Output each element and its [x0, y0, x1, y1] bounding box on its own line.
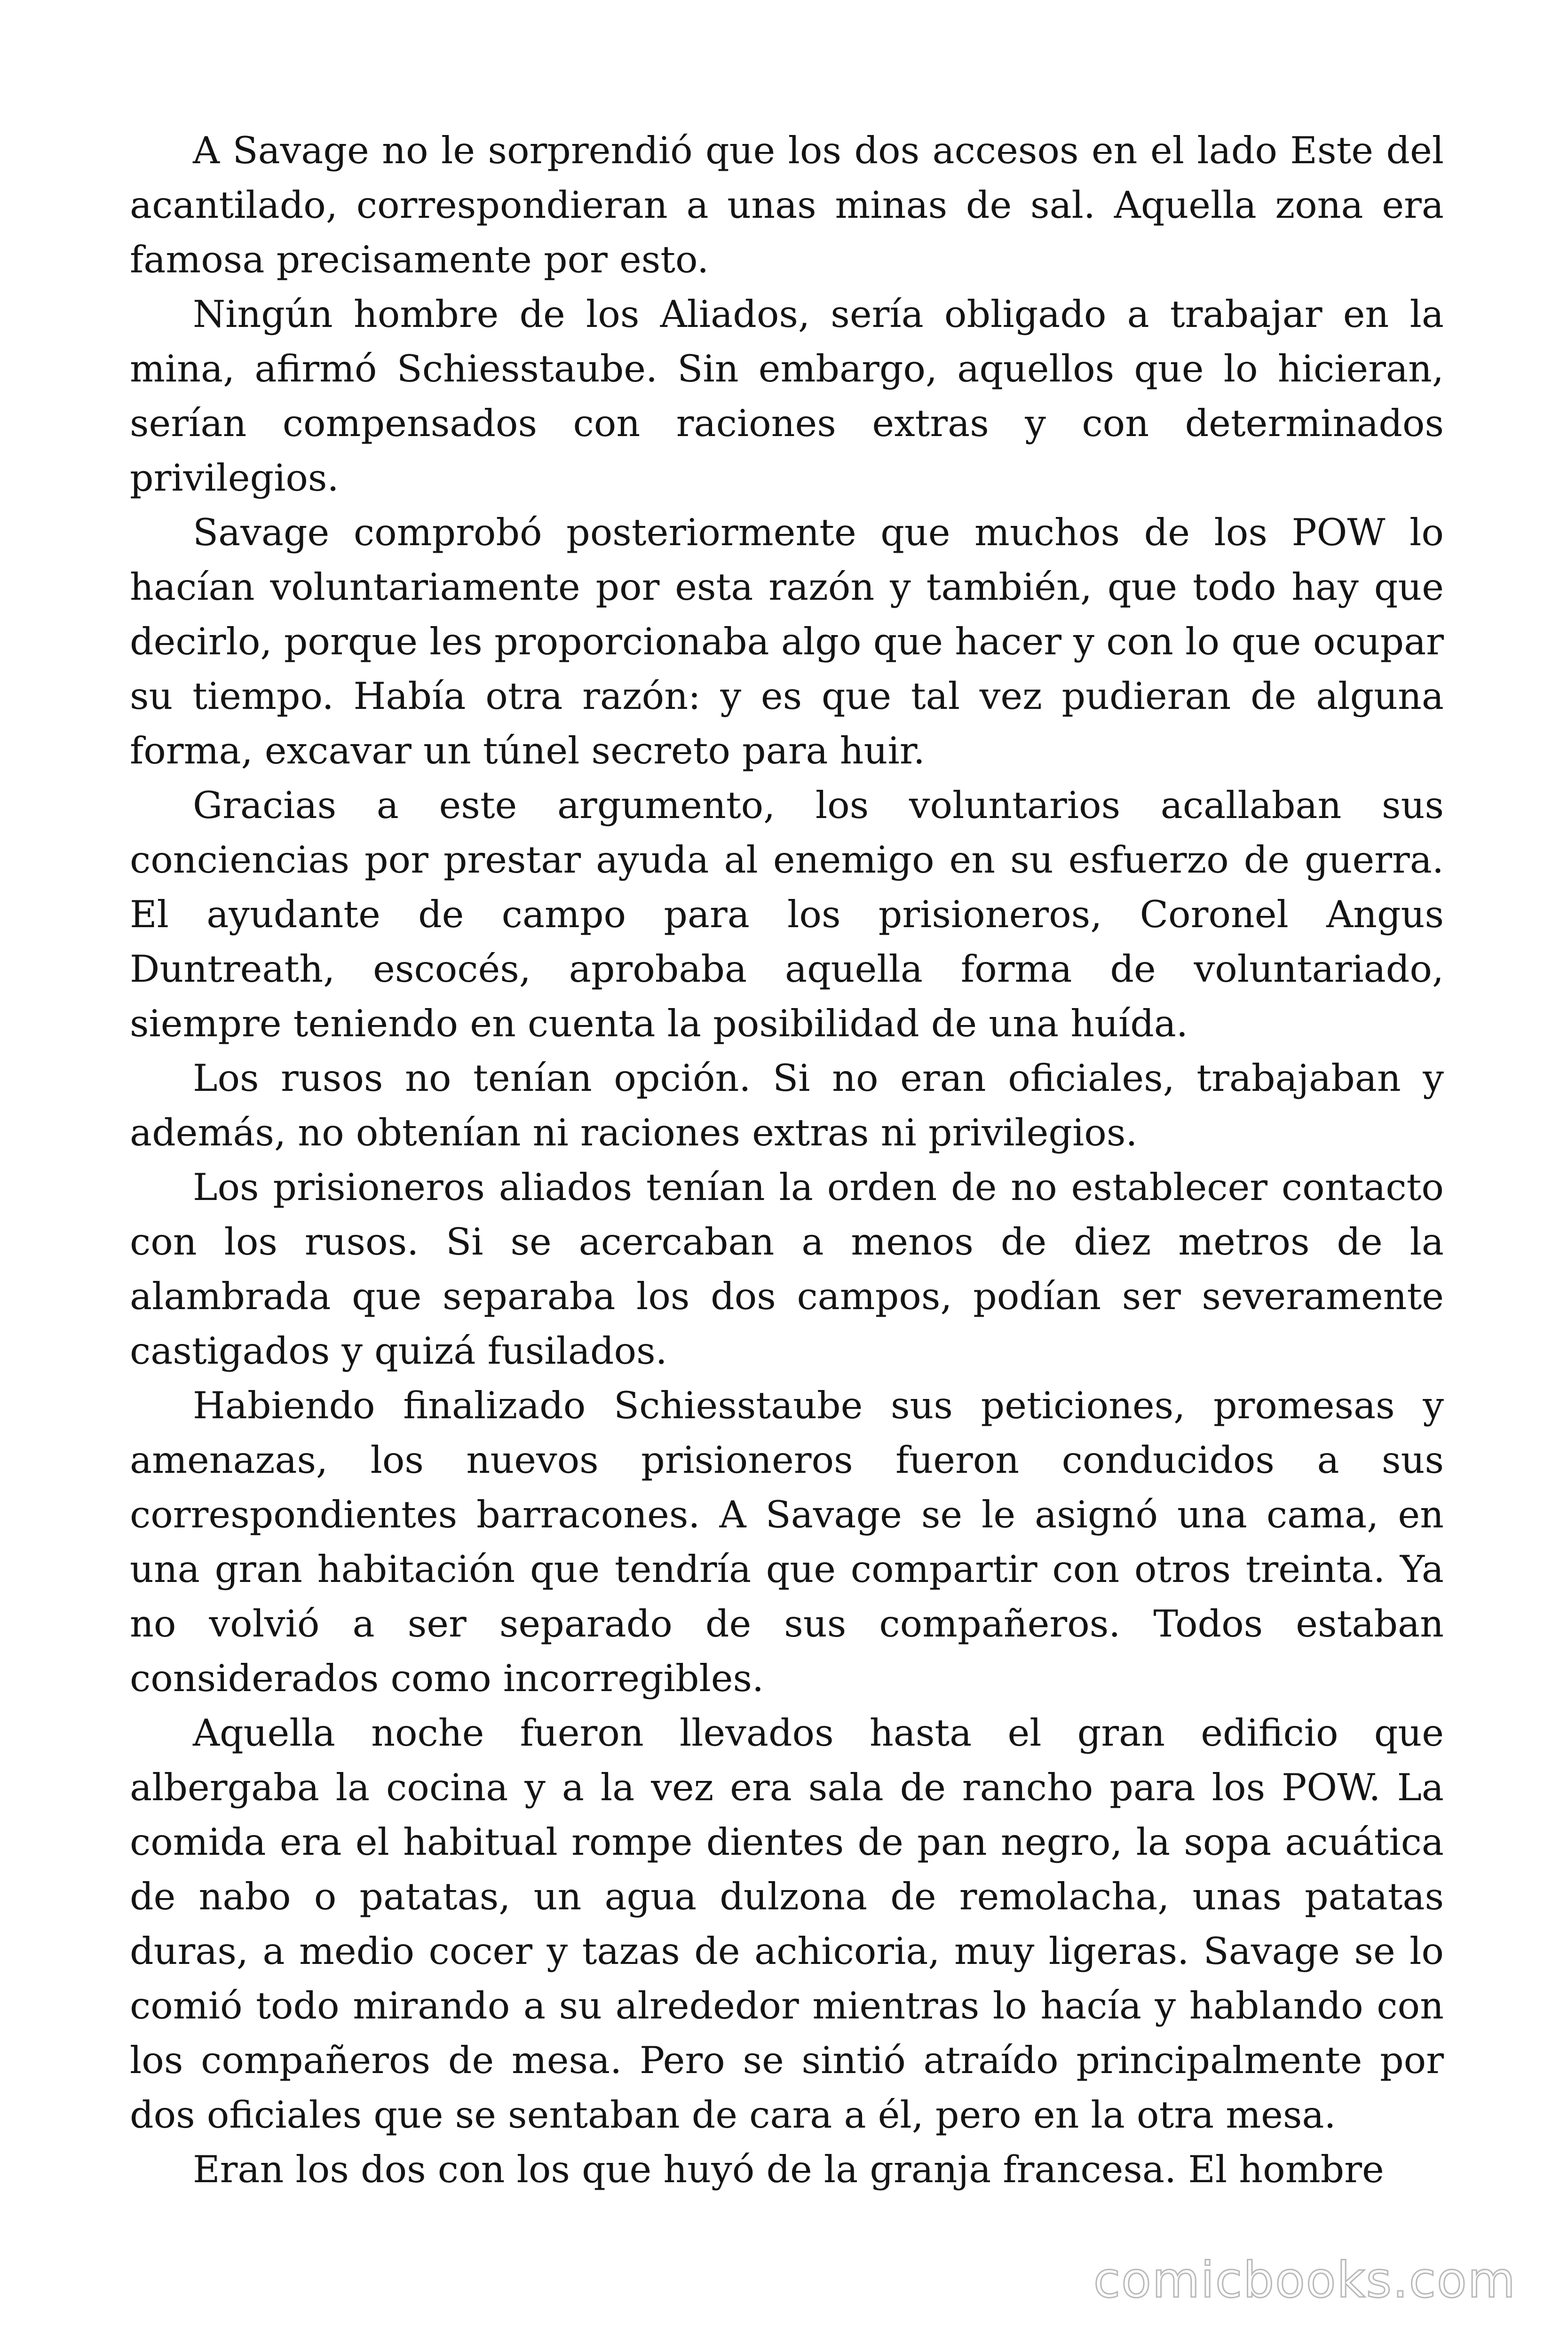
paragraph: Ningún hombre de los Aliados, sería obligado a trabajar en la mina, afirmó Schiesstaube. Sin embargo, aquellos que lo hicieran, serían compensados con raciones extras y con determinados privilegios.: [130, 293, 1444, 500]
paragraph: Eran los dos con los que huyó de la granja francesa. El hombre: [193, 2148, 1384, 2191]
paragraph: A Savage no le sorprendió que los dos accesos en el lado Este del acantilado, correspondieran a unas minas de sal. Aquella zona era famosa precisamente por esto.: [130, 129, 1444, 281]
paragraph: Gracias a este argumento, los voluntarios acallaban sus conciencias por prestar ayuda al enemigo en su esfuerzo de guerra. El ayudante de campo para los prisioneros, Coronel Angus Duntreath, escocés, aprobaba aquella forma de voluntariado, siempre teniendo en cuenta la posibilidad de una huída.: [130, 784, 1444, 1045]
paragraph: Los prisioneros aliados tenían la orden de no establecer contacto con los rusos. Si se acercaban a menos de diez metros de la alambrada que separaba los dos campos, podían ser severamente castigados y quizá fusilados.: [130, 1166, 1444, 1373]
body-text: [130, 123, 1444, 2197]
watermark: comicbooks.com: [1093, 2251, 1516, 2309]
paragraph: Los rusos no tenían opción. Si no eran oficiales, trabajaban y además, no obtenían ni raciones extras ni privilegios.: [130, 1057, 1444, 1154]
paragraph: Aquella noche fueron llevados hasta el gran edificio que albergaba la cocina y a la vez era sala de rancho para los POW. La comida era el habitual rompe dientes de pan negro, la sopa acuática de nabo o patatas, un agua dulzona de remolacha, unas patatas duras, a medio cocer y tazas de achicoria, muy ligeras. Savage se lo comió todo mirando a su alrededor mientras lo hacía y hablando con los compañeros de mesa. Pero se sintió atraído principalmente por dos oficiales que se sentaban de cara a él, pero en la otra mesa.: [130, 1711, 1444, 2137]
paragraph: Savage comprobó posteriormente que muchos de los POW lo hacían voluntariamente por esta razón y también, que todo hay que decirlo, porque les proporcionaba algo que hacer y con lo que ocupar su tiempo. Había otra razón: y es que tal vez pudieran de alguna forma, excavar un túnel secreto para huir.: [130, 511, 1444, 772]
paragraph: Habiendo finalizado Schiesstaube sus peticiones, promesas y amenazas, los nuevos prisioneros fueron conducidos a sus correspondientes barracones. A Savage se le asignó una cama, en una gran habitación que tendría que compartir con otros treinta. Ya no volvió a ser separado de sus compañeros. Todos estaban considerados como incorregibles.: [130, 1384, 1444, 1700]
